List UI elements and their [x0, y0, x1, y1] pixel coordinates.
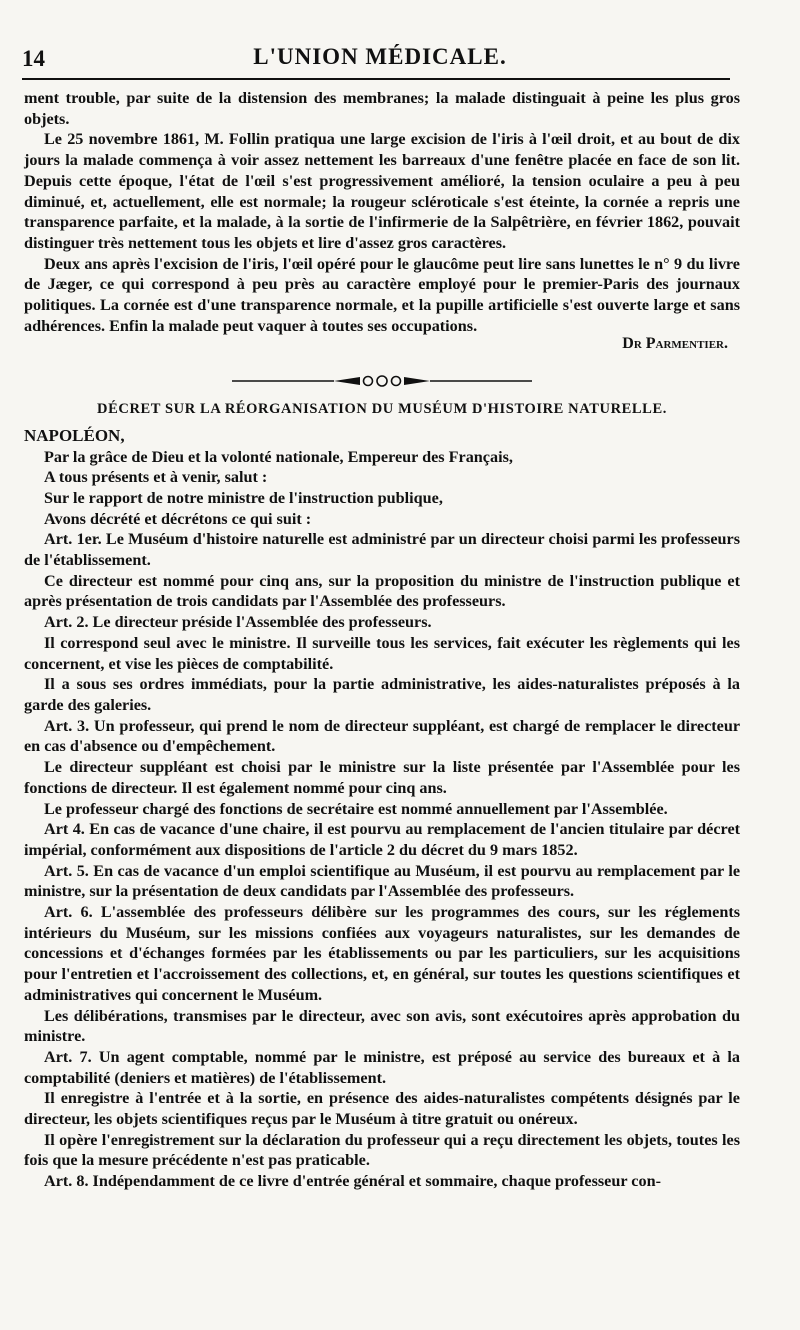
decree-preamble-line: A tous présents et à venir, salut :	[44, 468, 268, 487]
decree-paragraph	[24, 571, 740, 612]
decree-article	[24, 716, 740, 757]
article-text: Il a sous ses ordres immédiats, pour la partie administrative, les aides-naturalistes préposés à la garde des galeries.	[24, 675, 740, 714]
running-title: L'UNION MÉDICALE.	[253, 44, 507, 69]
decree-paragraph	[24, 1130, 740, 1171]
article-label: Art. 6.	[44, 903, 93, 922]
article-text: Ce directeur est nommé pour cinq ans, sur la proposition du ministre de l'instruction publique et après présentation de trois candidats par l'Assemblée des professeurs.	[24, 571, 740, 611]
article-label: Art. 7.	[44, 1047, 92, 1066]
decree-preamble-line: Par la grâce de Dieu et la volonté nationale, Empereur des Français,	[44, 447, 513, 466]
article-text: Le directeur préside l'Assemblée des professeurs.	[92, 613, 432, 632]
decree-paragraph	[24, 633, 740, 674]
article-label: Art. 3.	[44, 716, 90, 735]
decree-preamble-line: Avons décrété et décrétons ce qui suit :	[44, 509, 312, 528]
case-paragraph: ment trouble, par suite de la distension des membranes; la malade distinguait à peine les plus gros objets.	[24, 89, 740, 128]
article-text: Les délibérations, transmises par le directeur, avec son avis, sont exécutoires après approbation du ministre.	[24, 1006, 740, 1046]
article-text: Indépendamment de ce livre d'entrée général et sommaire, chaque professeur con-	[92, 1172, 661, 1191]
article-label: Art. 1er.	[44, 530, 102, 549]
author-signature: Dr Parmentier.	[622, 335, 728, 353]
article-text: Un agent comptable, nommé par le ministre, est préposé au service des bureaux et à la comptabilité (deniers et matières) de l'établissement.	[24, 1047, 741, 1087]
article-text: Il correspond seul avec le ministre. Il surveille tous les services, fait exécuter les règlements qui les concernent, et vise les pièces de comptabilité.	[24, 633, 740, 673]
decree-title: DÉCRET SUR LA RÉORGANISATION DU MUSÉUM D'HISTOIRE NATURELLE.	[97, 401, 667, 418]
decree-paragraph	[24, 1006, 740, 1047]
article-text: En cas de vacance d'un emploi scientifique au Muséum, il est pourvu au remplacement par le ministre, sur la présentation de deux candidats par l'Assemblée des professeurs.	[24, 861, 741, 901]
case-report	[24, 88, 740, 355]
article-label: Art. 5.	[44, 861, 89, 880]
ornament-divider	[232, 373, 532, 389]
article-text: L'assemblée des professeurs délibère sur les programmes des cours, sur les réglements intérieurs du Muséum, sur les missions confiées aux voyageurs naturalistes, sur les demandes de concessions et d'échanges formées par les établissements ou par les particuliers, sur les acquisitions pour l'entretien et l'accroissement des collections, et, en général, sur toutes les questions scientifiques et administratives qui concernent le Muséum.	[24, 903, 741, 1004]
decree	[24, 426, 740, 1192]
decree-paragraph	[24, 799, 740, 820]
decree-article	[24, 819, 740, 860]
decree-paragraph	[24, 1088, 740, 1129]
article-text: Un professeur, qui prend le nom de directeur suppléant, est chargé de remplacer le directeur en cas d'absence ou d'empêchement.	[24, 716, 741, 756]
page-body	[24, 88, 740, 1192]
decree-article	[24, 529, 740, 570]
decree-article	[24, 612, 740, 633]
header-rule	[22, 78, 730, 80]
decree-preamble-line: Sur le rapport de notre ministre de l'instruction publique,	[44, 488, 443, 507]
page-number: 14	[22, 46, 45, 71]
decree-paragraph	[24, 757, 740, 798]
decree-article	[24, 902, 740, 1006]
article-label: Art. 8.	[44, 1172, 89, 1191]
case-paragraph: Deux ans après l'excision de l'iris, l'œil opéré pour le glaucôme peut lire sans lunettes le n° 9 du livre de Jæger, ce qui correspond à peu près au caractère employé pour le premier-Paris des journaux politiques. La cornée est d'une transparence normale, et la pupille artificielle s'est ouverte large et sans adhérences. Enfin la malade peut vaquer à toutes ses occupations.	[24, 254, 740, 335]
decree-article	[24, 861, 740, 902]
article-text: En cas de vacance d'une chaire, il est pourvu au remplacement de l'ancien titulaire par décret impérial, conformément aux dispositions de l'article 2 du décret du 9 mars 1852.	[24, 820, 741, 859]
decree-ruler-name: NAPOLÉON,	[24, 425, 125, 445]
article-label: Art 4.	[44, 820, 85, 839]
decree-paragraph	[24, 674, 740, 715]
article-label: Art. 2.	[44, 613, 89, 632]
decree-article	[24, 1047, 740, 1088]
article-text: Il enregistre à l'entrée et à la sortie, en présence des aides-naturalistes compétents désignés par le directeur, les objets scientifiques reçus par le Muséum à titre gratuit ou onéreux.	[24, 1089, 740, 1129]
decree-articles	[24, 529, 740, 1192]
page-header	[22, 36, 738, 76]
decree-article	[24, 1171, 740, 1192]
article-text: Le Muséum d'histoire naturelle est administré par un directeur choisi parmi les professeurs de l'établissement.	[24, 530, 741, 570]
case-paragraph: Le 25 novembre 1861, M. Follin pratiqua une large excision de l'iris à l'œil droit, et au bout de dix jours la malade commença à voir assez nettement les barreaux d'une fenêtre placée en face de son lit. Depuis cette époque, l'état de l'œil s'est progressivement amélioré, la tension oculaire a peu à peu diminué, et, actuellement, elle est normale; la rougeur scléroticale s'est éteinte, la cornée a repris une transparence parfaite, et la malade, à la sortie de l'infirmerie de la Salpêtrière, en février 1862, pouvait distinguer très nettement tous les objets et lire d'assez gros caractères.	[24, 130, 740, 252]
article-text: Il opère l'enregistrement sur la déclaration du professeur qui a reçu directement les objets, toutes les fois que la mesure précédente n'est pas praticable.	[24, 1130, 740, 1170]
article-text: Le directeur suppléant est choisi par le ministre sur la liste présentée par l'Assemblée pour les fonctions de directeur. Il est également nommé pour cinq ans.	[24, 758, 740, 797]
article-text: Le professeur chargé des fonctions de secrétaire est nommé annuellement par l'Assemblée.	[44, 799, 668, 818]
